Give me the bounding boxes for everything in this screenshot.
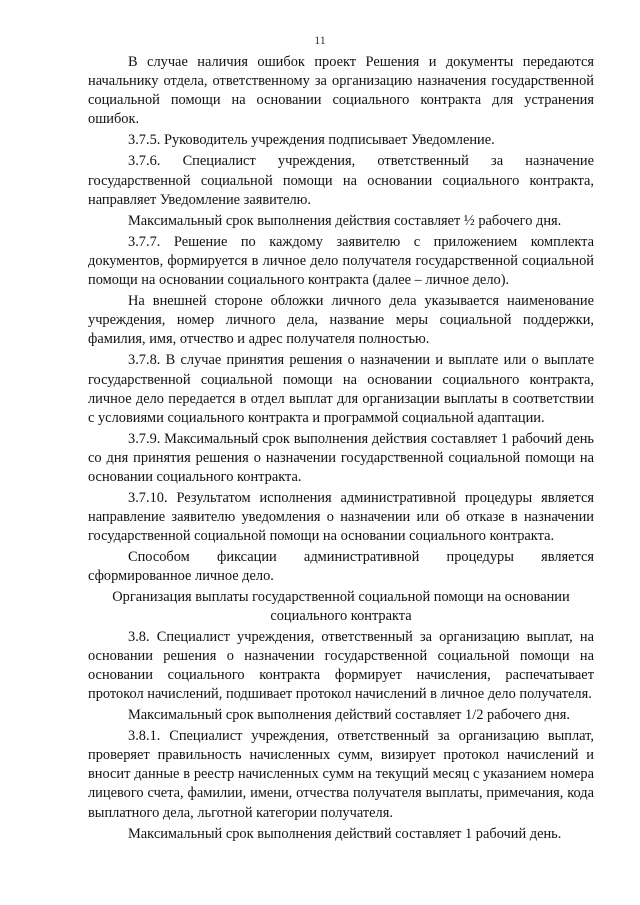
paragraph-3-7-10: 3.7.10. Результатом исполнения административной процедуры является направление заявителю уведомления о назначении или об отказе в назначении государственной социальной помощи на основании социального контракта. [88, 490, 594, 545]
paragraph-cover-info: На внешней стороне обложки личного дела указывается наименование учреждения, номер личного дела, название меры социальной поддержки, фамилия, имя, отчество и адрес получателя полностью. [88, 293, 594, 348]
paragraph-3-7-9: 3.7.9. Максимальный срок выполнения действия составляет 1 рабочий день со дня принятия решения о назначении государственной социальной помощи на основании социального контракта. [88, 430, 594, 485]
paragraph-fixation-method: Способом фиксации административной процедуры является сформированное личное дело. [88, 549, 594, 585]
paragraph-max-term-1-2-day: Максимальный срок выполнения действий составляет 1/2 рабочего дня. [128, 707, 570, 724]
paragraph-max-term-half-day: Максимальный срок выполнения действия составляет ½ рабочего дня. [128, 212, 562, 229]
paragraph-3-7-6: 3.7.6. Специалист учреждения, ответственный за назначение государственной социальной помощи на основании социального контракта, направляет Уведомление заявителю. [88, 153, 594, 208]
section-heading: Организация выплаты государственной социальной помощи на основании социального контракта [112, 588, 570, 624]
paragraph-3-8-1: 3.8.1. Специалист учреждения, ответственный за организацию выплат, проверяет правильность начисленных сумм, визирует протокол начислений и вносит данные в реестр начисленных сумм на текущий месяц с указанием номера лицевого счета, фамилии, имени, отчества получателя выплаты, примечания, кода выплатного дела, льготной категории получателя. [88, 728, 594, 821]
paragraph-3-8: 3.8. Специалист учреждения, ответственный за организацию выплат, на основании решения о назначении государственной социальной помощи на основании социального контракта формирует начисления, распечатывает протокол начислений, подшивает протокол начислений в личное дело получателя. [88, 628, 594, 702]
document-body [88, 53, 594, 844]
paragraph-3-7-7: 3.7.7. Решение по каждому заявителю с приложением комплекта документов, формируется в личное дело получателя государственной социальной помощи на основании социального контракта (далее – личное дело). [88, 233, 594, 289]
paragraph-max-term-1-day: Максимальный срок выполнения действий составляет 1 рабочий день. [128, 825, 562, 842]
paragraph-errors: В случае наличия ошибок проект Решения и документы передаются начальнику отдела, ответственному за организацию назначения государственной социальной помощи на основании социального контракта для устранения ошибок. [88, 54, 594, 128]
paragraph-3-7-8: 3.7.8. В случае принятия решения о назначении и выплате или о выплате государственной социальной помощи на основании социального контракта, личное дело передается в отдел выплат для организации выплаты в соответствии с условиями социального контракта и программой социальной адаптации. [88, 352, 594, 426]
paragraph-3-7-5: 3.7.5. Руководитель учреждения подписывает Уведомление. [128, 132, 495, 149]
page-number: 11 [314, 33, 326, 47]
